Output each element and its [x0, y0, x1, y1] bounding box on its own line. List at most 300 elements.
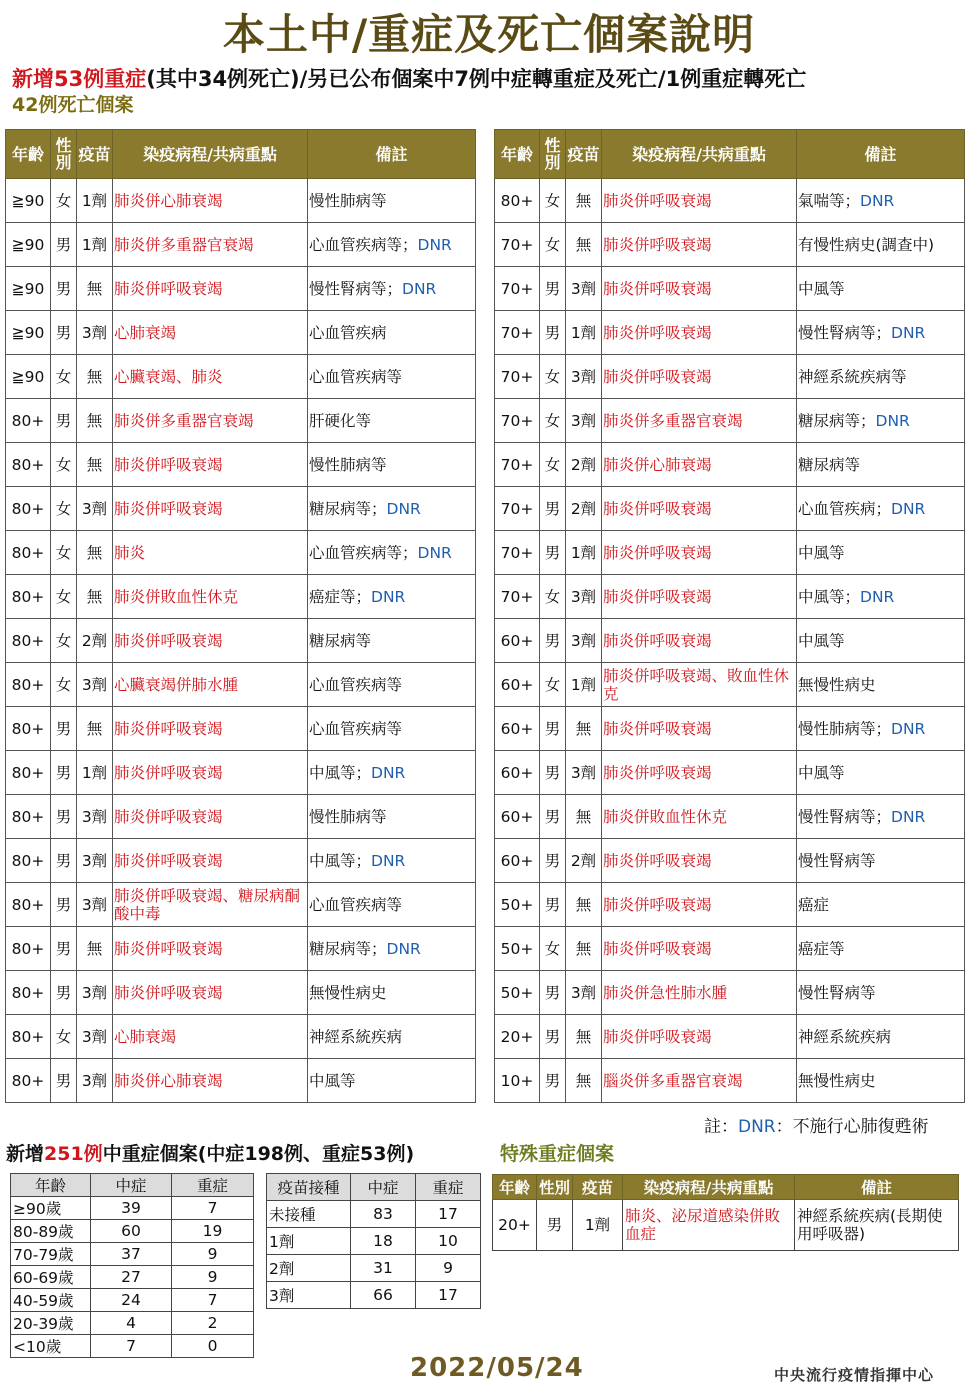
remark-cell [797, 927, 965, 971]
process-cell: 肺炎併心肺衰竭 [113, 1059, 308, 1103]
remark-cell [797, 267, 965, 311]
remark-cell [308, 311, 476, 355]
vaccine-cell: 無 [566, 883, 602, 927]
remark-text: 無慢性病史 [798, 1071, 876, 1090]
sex-cell: 女 [51, 355, 77, 399]
age-cell: 60+ [495, 839, 540, 883]
header-age: 年齡 [495, 130, 540, 179]
table-cell: 7 [172, 1197, 254, 1220]
sex-cell: 男 [51, 883, 77, 927]
table-row [495, 927, 965, 971]
remark-cell [308, 1059, 476, 1103]
remark-text: 糖尿病等； [309, 939, 387, 958]
table-row [495, 311, 965, 355]
vaccine-cell: 2劑 [566, 443, 602, 487]
age-cell: 80+ [6, 1015, 51, 1059]
vaccine-breakdown-table [266, 1173, 481, 1309]
age-cell: 80+ [6, 575, 51, 619]
process-cell: 肺炎併呼吸衰竭 [602, 311, 797, 355]
table-cell: 37 [91, 1243, 172, 1266]
vaccine-cell: 3劑 [77, 883, 113, 927]
table-row [495, 575, 965, 619]
process-cell: 肺炎併多重器官衰竭 [113, 223, 308, 267]
vaccine-cell: 3劑 [77, 1059, 113, 1103]
dnr-tag: DNR [386, 939, 421, 958]
process-cell: 肺炎併呼吸衰竭 [113, 751, 308, 795]
table-row [6, 619, 476, 663]
remark-cell [797, 223, 965, 267]
remark-cell [797, 795, 965, 839]
remark-text: 慢性腎病等 [798, 983, 876, 1002]
header-remark: 備註 [797, 130, 965, 179]
sex-cell: 女 [51, 663, 77, 707]
remark-text: 糖尿病等 [798, 455, 861, 474]
table-cell: 1劑 [267, 1228, 351, 1255]
table-cell: 7 [172, 1289, 254, 1312]
dnr-tag: DNR [371, 587, 406, 606]
process-cell: 肺炎併急性肺水腫 [602, 971, 797, 1015]
remark-cell [797, 311, 965, 355]
age-cell: ≧90 [6, 223, 51, 267]
header-vaccine: 疫苗 [566, 130, 602, 179]
table-row [6, 751, 476, 795]
process-cell: 肺炎併呼吸衰竭 [602, 355, 797, 399]
table-row [6, 531, 476, 575]
table-row [6, 355, 476, 399]
table-cell: 9 [416, 1255, 481, 1282]
remark-text: 癌症 [798, 895, 830, 914]
remark-cell [308, 487, 476, 531]
dnr-tag: DNR [891, 323, 926, 342]
sex-cell: 男 [540, 487, 566, 531]
vaccine-cell: 3劑 [77, 1015, 113, 1059]
table-cell: 80-89歲 [11, 1220, 91, 1243]
vaccine-cell: 2劑 [566, 487, 602, 531]
header-cell: 年齡 [493, 1175, 537, 1200]
table-cell: 3劑 [267, 1282, 351, 1309]
age-cell: 80+ [6, 707, 51, 751]
table-cell: 2 [172, 1312, 254, 1335]
sex-cell: 男 [51, 795, 77, 839]
vaccine-cell: 1劑 [77, 223, 113, 267]
table-row [6, 839, 476, 883]
header-cell: 備註 [795, 1175, 959, 1200]
header-cell: 疫苗 [573, 1175, 623, 1200]
process-cell: 肺炎併敗血性休克 [113, 575, 308, 619]
remark-cell [797, 531, 965, 575]
remark-cell [797, 707, 965, 751]
vaccine-cell: 無 [77, 399, 113, 443]
table-row [495, 267, 965, 311]
dnr-tag: DNR [891, 499, 926, 518]
dnr-tag: DNR [891, 719, 926, 738]
age-cell: 70+ [495, 267, 540, 311]
age-cell: 80+ [6, 487, 51, 531]
age-cell: 60+ [495, 751, 540, 795]
death-cases-table-left [5, 129, 476, 1103]
vaccine-cell: 無 [77, 443, 113, 487]
table-row [495, 751, 965, 795]
table-row [495, 839, 965, 883]
table-row [495, 223, 965, 267]
table-cell: 24 [91, 1289, 172, 1312]
vaccine-cell: 3劑 [77, 487, 113, 531]
process-cell: 腦炎併多重器官衰竭 [602, 1059, 797, 1103]
table-row [495, 355, 965, 399]
age-cell: 10+ [495, 1059, 540, 1103]
sex-cell: 男 [51, 707, 77, 751]
page-title: 本土中/重症及死亡個案說明 [222, 10, 756, 59]
age-cell: 80+ [495, 179, 540, 223]
table-row [495, 795, 965, 839]
table-row [11, 1335, 254, 1358]
vaccine-cell: 3劑 [566, 355, 602, 399]
remark-cell [797, 179, 965, 223]
remark-text: 慢性腎病等 [798, 851, 876, 870]
dnr-note: 註：DNR：不施行心肺復甦術 [704, 1117, 929, 1137]
table-row [11, 1243, 254, 1266]
remark-cell [308, 355, 476, 399]
remark-cell [308, 795, 476, 839]
vaccine-cell: 3劑 [77, 663, 113, 707]
process-cell: 肺炎併呼吸衰竭 [113, 839, 308, 883]
header-vaccine: 疫苗 [77, 130, 113, 179]
table-row [495, 707, 965, 751]
vaccine-cell: 3劑 [566, 267, 602, 311]
table-cell: 男 [537, 1200, 573, 1251]
sex-cell: 男 [540, 311, 566, 355]
age-cell: 80+ [6, 1059, 51, 1103]
table-row [6, 883, 476, 927]
remark-text: 慢性腎病等； [309, 279, 403, 298]
header-process: 染疫病程/共病重點 [602, 130, 797, 179]
remark-cell [308, 839, 476, 883]
table-cell: 83 [351, 1201, 416, 1228]
table-row [267, 1201, 481, 1228]
remark-cell [797, 619, 965, 663]
sex-cell: 男 [540, 971, 566, 1015]
process-cell: 肺炎併呼吸衰竭 [113, 795, 308, 839]
table-cell: 18 [351, 1228, 416, 1255]
process-cell: 肺炎併呼吸衰竭 [602, 839, 797, 883]
process-cell: 肺炎併呼吸衰竭 [602, 707, 797, 751]
table-row [267, 1282, 481, 1309]
sex-cell: 男 [540, 1015, 566, 1059]
remark-text: 心血管疾病等； [309, 543, 418, 562]
sex-cell: 男 [51, 839, 77, 883]
process-cell: 肺炎併多重器官衰竭 [113, 399, 308, 443]
table-row [495, 1015, 965, 1059]
sex-cell: 女 [540, 223, 566, 267]
remark-cell [308, 707, 476, 751]
table-row [493, 1200, 959, 1251]
remark-cell [797, 355, 965, 399]
remark-cell [308, 883, 476, 927]
death-count-label: 42例死亡個案 [12, 94, 134, 116]
remark-text: 中風等 [309, 1071, 356, 1090]
age-cell: 70+ [495, 531, 540, 575]
vaccine-cell: 3劑 [566, 399, 602, 443]
process-cell: 肺炎併呼吸衰竭 [602, 575, 797, 619]
table-row [495, 1059, 965, 1103]
table-row [6, 1059, 476, 1103]
sex-cell: 男 [51, 267, 77, 311]
remark-text: 氣喘等； [798, 191, 861, 210]
table-cell: 未接種 [267, 1201, 351, 1228]
dnr-tag: DNR [402, 279, 437, 298]
dnr-tag: DNR [417, 543, 452, 562]
table-row [267, 1255, 481, 1282]
remark-text: 心血管疾病等 [309, 367, 403, 386]
process-cell: 肺炎併呼吸衰竭 [602, 531, 797, 575]
remark-text: 心血管疾病； [798, 499, 892, 518]
vaccine-cell: 1劑 [566, 311, 602, 355]
table-cell: 19 [172, 1220, 254, 1243]
age-cell: 70+ [495, 399, 540, 443]
remark-text: 糖尿病等； [798, 411, 876, 430]
table-row [6, 795, 476, 839]
dnr-tag: DNR [371, 763, 406, 782]
remark-text: 神經系統疾病 [798, 1027, 892, 1046]
sex-cell: 男 [51, 311, 77, 355]
process-cell: 肺炎併呼吸衰竭 [602, 883, 797, 927]
age-cell: ≧90 [6, 311, 51, 355]
table-cell: 40-59歲 [11, 1289, 91, 1312]
age-cell: 80+ [6, 399, 51, 443]
header-age: 年齡 [6, 130, 51, 179]
vaccine-cell: 無 [566, 707, 602, 751]
age-cell: 70+ [495, 311, 540, 355]
vaccine-cell: 無 [566, 1059, 602, 1103]
vaccine-cell: 無 [566, 179, 602, 223]
dnr-tag: DNR [371, 851, 406, 870]
table-row [11, 1289, 254, 1312]
remark-cell [308, 399, 476, 443]
process-cell: 肺炎併呼吸衰竭 [113, 443, 308, 487]
vaccine-cell: 2劑 [77, 619, 113, 663]
age-cell: 80+ [6, 795, 51, 839]
remark-text: 心血管疾病 [309, 323, 387, 342]
death-cases-table-right [494, 129, 965, 1103]
sex-cell: 男 [51, 927, 77, 971]
vaccine-cell: 無 [77, 267, 113, 311]
process-cell: 肺炎併呼吸衰竭、敗血性休克 [602, 663, 797, 707]
sex-cell: 女 [51, 179, 77, 223]
table-cell: 10 [416, 1228, 481, 1255]
age-cell: 80+ [6, 839, 51, 883]
remark-text: 中風等 [798, 763, 845, 782]
age-cell: 60+ [495, 795, 540, 839]
table-cell: 7 [91, 1335, 172, 1358]
age-cell: 70+ [495, 355, 540, 399]
process-cell: 心肺衰竭 [113, 1015, 308, 1059]
age-cell: 60+ [495, 663, 540, 707]
table-cell: ≥90歲 [11, 1197, 91, 1220]
header-sex: 性別 [540, 130, 566, 179]
table-row [495, 443, 965, 487]
sex-cell: 女 [51, 487, 77, 531]
process-cell: 肺炎併呼吸衰竭 [602, 619, 797, 663]
remark-cell [797, 839, 965, 883]
table-cell: 20+ [493, 1200, 537, 1251]
table-row [11, 1312, 254, 1335]
sex-cell: 男 [540, 839, 566, 883]
age-cell: 80+ [6, 883, 51, 927]
remark-text: 慢性肺病等 [309, 191, 387, 210]
vaccine-cell: 1劑 [566, 531, 602, 575]
vaccine-cell: 無 [77, 707, 113, 751]
process-cell: 肺炎併呼吸衰竭、糖尿病酮酸中毒 [113, 883, 308, 927]
table-cell: 60-69歲 [11, 1266, 91, 1289]
process-cell: 肺炎併呼吸衰竭 [602, 179, 797, 223]
remark-cell [797, 751, 965, 795]
sex-cell: 女 [51, 619, 77, 663]
remark-text: 中風等； [798, 587, 861, 606]
age-cell: 80+ [6, 443, 51, 487]
remark-cell [308, 663, 476, 707]
header-cell: 年齡 [11, 1174, 91, 1197]
age-cell: 50+ [495, 927, 540, 971]
remark-cell [308, 575, 476, 619]
table-row [6, 663, 476, 707]
dnr-tag: DNR [860, 191, 895, 210]
process-cell: 肺炎併呼吸衰竭 [602, 751, 797, 795]
table-row [495, 663, 965, 707]
sex-cell: 女 [51, 531, 77, 575]
remark-text: 癌症等 [798, 939, 845, 958]
remark-text: 慢性肺病等 [309, 807, 387, 826]
process-cell: 肺炎併呼吸衰竭 [113, 267, 308, 311]
process-cell: 肺炎併呼吸衰竭 [113, 487, 308, 531]
process-cell: 肺炎併呼吸衰竭 [113, 619, 308, 663]
remark-cell [797, 487, 965, 531]
remark-cell [797, 1059, 965, 1103]
remark-cell [797, 971, 965, 1015]
age-cell: 70+ [495, 487, 540, 531]
report-date: 2022/05/24 [410, 1353, 584, 1383]
remark-text: 慢性肺病等； [798, 719, 892, 738]
remark-cell [797, 575, 965, 619]
sex-cell: 男 [51, 223, 77, 267]
remark-text: 癌症等； [309, 587, 372, 606]
table-row [6, 267, 476, 311]
remark-text: 有慢性病史(調查中) [798, 235, 935, 254]
subtitle [12, 66, 806, 92]
vaccine-cell: 3劑 [77, 839, 113, 883]
dnr-tag: DNR [860, 587, 895, 606]
vaccine-cell: 1劑 [77, 179, 113, 223]
process-cell: 肺炎併呼吸衰竭 [602, 223, 797, 267]
age-cell: 70+ [495, 575, 540, 619]
vaccine-cell: 3劑 [566, 751, 602, 795]
header-cell: 染疫病程/共病重點 [623, 1175, 795, 1200]
vaccine-cell: 3劑 [566, 971, 602, 1015]
process-cell: 心臟衰竭併肺水腫 [113, 663, 308, 707]
age-cell: 80+ [6, 619, 51, 663]
table-cell: <10歲 [11, 1335, 91, 1358]
sex-cell: 女 [51, 575, 77, 619]
dnr-tag: DNR [891, 807, 926, 826]
sex-cell: 女 [540, 663, 566, 707]
sex-cell: 男 [540, 795, 566, 839]
process-cell: 肺炎併呼吸衰竭 [602, 1015, 797, 1059]
process-cell: 肺炎併心肺衰竭 [602, 443, 797, 487]
header-cell: 重症 [416, 1174, 481, 1201]
remark-cell [308, 443, 476, 487]
table-cell: 20-39歲 [11, 1312, 91, 1335]
table-row [6, 223, 476, 267]
subtitle-severe-count: 新增53例重症 [12, 67, 147, 91]
age-cell: 60+ [495, 619, 540, 663]
age-cell: 80+ [6, 927, 51, 971]
sex-cell: 女 [540, 927, 566, 971]
new-cases-title: 新增251例中重症個案(中症198例、重症53例) [6, 1143, 415, 1165]
remark-cell [308, 619, 476, 663]
remark-cell [308, 1015, 476, 1059]
remark-cell [797, 663, 965, 707]
header-remark: 備註 [308, 130, 476, 179]
vaccine-cell: 無 [77, 355, 113, 399]
process-cell: 肺炎併心肺衰竭 [113, 179, 308, 223]
table-cell: 2劑 [267, 1255, 351, 1282]
table-row [6, 179, 476, 223]
remark-text: 中風等； [309, 763, 372, 782]
issuer-name: 中央流行疫情指揮中心 [774, 1366, 935, 1384]
table-cell: 神經系統疾病(長期使用呼吸器) [795, 1200, 959, 1251]
table-cell: 0 [172, 1335, 254, 1358]
vaccine-cell: 3劑 [566, 619, 602, 663]
age-cell: 50+ [495, 971, 540, 1015]
vaccine-cell: 1劑 [566, 663, 602, 707]
table-row [495, 487, 965, 531]
remark-text: 無慢性病史 [798, 675, 876, 694]
age-breakdown-table [10, 1173, 254, 1358]
table-cell: 31 [351, 1255, 416, 1282]
remark-cell [797, 1015, 965, 1059]
header-sex: 性別 [51, 130, 77, 179]
remark-text: 中風等 [798, 543, 845, 562]
remark-text: 糖尿病等； [309, 499, 387, 518]
remark-cell [308, 751, 476, 795]
vaccine-cell: 無 [566, 795, 602, 839]
vaccine-cell: 1劑 [77, 751, 113, 795]
sex-cell: 男 [51, 971, 77, 1015]
sex-cell: 男 [540, 883, 566, 927]
remark-text: 糖尿病等 [309, 631, 372, 650]
special-case-table [492, 1174, 959, 1251]
header-cell: 中症 [91, 1174, 172, 1197]
remark-cell [797, 399, 965, 443]
vaccine-cell: 3劑 [77, 971, 113, 1015]
table-row [11, 1266, 254, 1289]
table-row [6, 575, 476, 619]
remark-text: 無慢性病史 [309, 983, 387, 1002]
header-cell: 疫苗接種 [267, 1174, 351, 1201]
process-cell: 肺炎併敗血性休克 [602, 795, 797, 839]
header-cell: 中症 [351, 1174, 416, 1201]
vaccine-cell: 無 [77, 575, 113, 619]
remark-text: 心血管疾病等 [309, 719, 403, 738]
age-cell: 80+ [6, 971, 51, 1015]
age-cell: ≧90 [6, 179, 51, 223]
remark-cell [308, 971, 476, 1015]
table-row [6, 311, 476, 355]
remark-text: 中風等 [798, 279, 845, 298]
age-cell: 80+ [6, 531, 51, 575]
sex-cell: 男 [540, 267, 566, 311]
sex-cell: 男 [51, 751, 77, 795]
table-cell: 肺炎、泌尿道感染併敗血症 [623, 1200, 795, 1251]
